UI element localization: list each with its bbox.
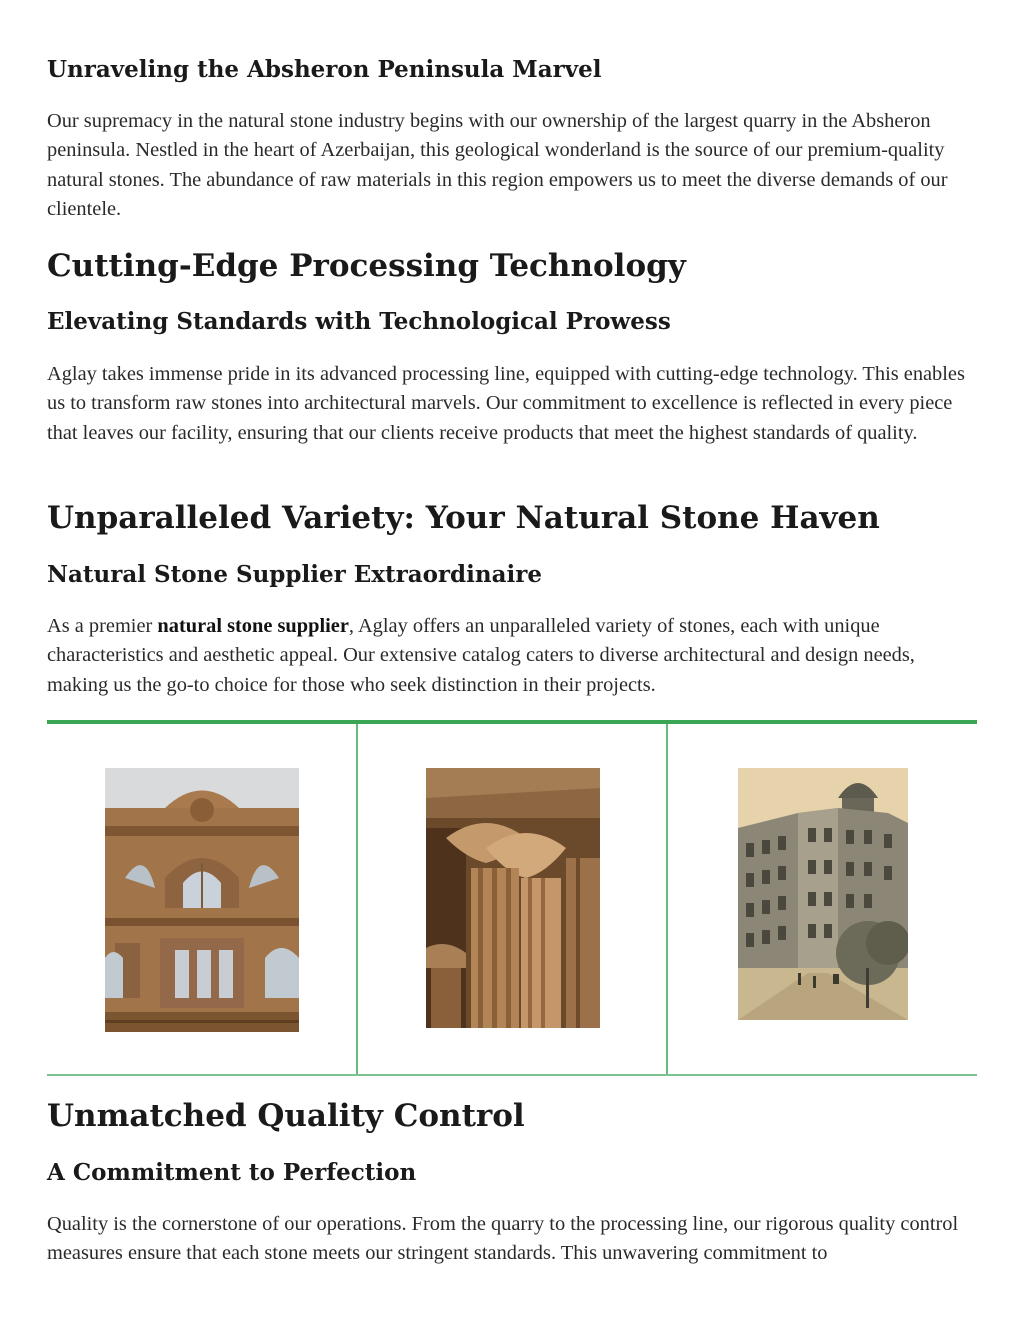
stone-gallery xyxy=(47,720,977,1076)
variety-heading: Unparalleled Variety: Your Natural Stone Haven xyxy=(47,500,880,536)
variety-text-start: As a premier xyxy=(47,615,158,637)
quality-subheading: A Commitment to Perfection xyxy=(47,1159,417,1186)
variety-text-end: , Aglay offers an unparalleled variety of stones, each with unique characteristics and aesthetic appeal. Our extensive catalog caters to diverse architectural and design needs, making us the go-to choice for those who seek distinction in their projects. xyxy=(47,615,915,696)
variety-subheading: Natural Stone Supplier Extraordinaire xyxy=(47,561,542,588)
gallery-cell xyxy=(668,724,977,1074)
gallery-cell xyxy=(358,724,669,1074)
stone-columns-image xyxy=(426,768,600,1028)
quarry-paragraph: Our supremacy in the natural stone industry begins with our ownership of the largest quarry in the Absheron peninsula. Nestled in the heart of Azerbaijan, this geological wonderland is the source of our premium-quality natural stones. The abundance of raw materials in this region empowers us to meet the diverse demands of our clientele. xyxy=(47,110,948,220)
technology-paragraph: Aglay takes immense pride in its advanced processing line, equipped with cutting-edge technology. This enables us to transform raw stones into architectural marvels. Our commitment to excellence is reflected in every piece that leaves our facility, ensuring that our clients receive products that meet the highest standards of quality. xyxy=(47,363,965,444)
historic-building-image xyxy=(738,768,908,1020)
quality-paragraph: Quality is the cornerstone of our operations. From the quarry to the processing line, our rigorous quality control measures ensure that each stone meets our stringent standards. This unwavering commitment to xyxy=(47,1213,959,1265)
technology-subheading: Elevating Standards with Technological Prowess xyxy=(47,308,671,335)
variety-paragraph xyxy=(47,612,979,700)
technology-heading: Cutting-Edge Processing Technology xyxy=(47,248,686,284)
quality-heading: Unmatched Quality Control xyxy=(47,1098,525,1134)
natural-stone-supplier-link: natural stone supplier xyxy=(157,615,349,637)
stone-facade-image xyxy=(105,768,299,1032)
quarry-subheading: Unraveling the Absheron Peninsula Marvel xyxy=(47,56,602,83)
gallery-cell xyxy=(47,724,358,1074)
